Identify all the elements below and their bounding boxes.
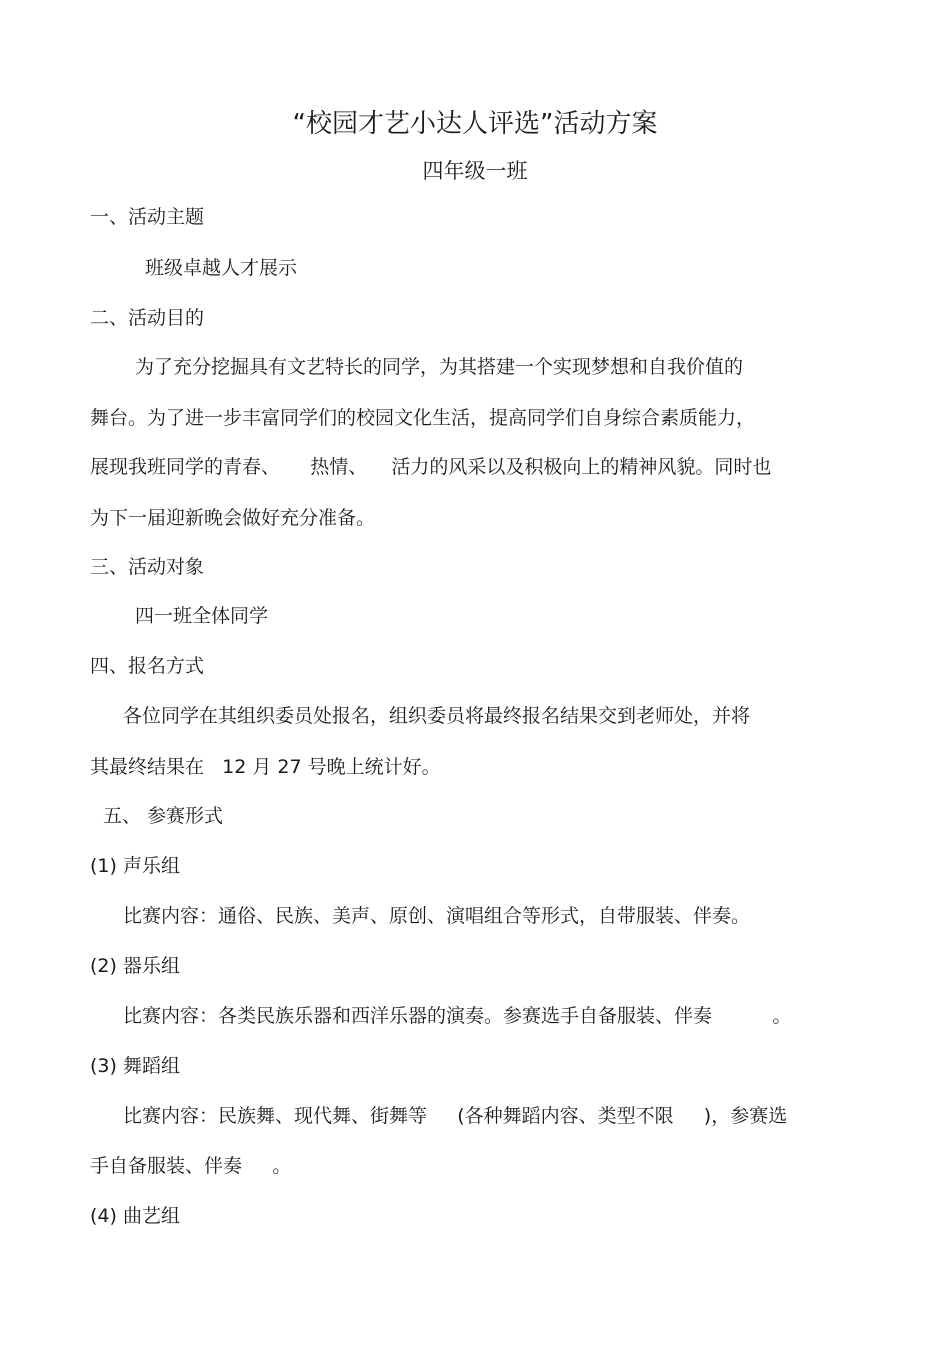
section-heading-format: 五、 参赛形式 bbox=[103, 805, 224, 827]
subheading-quyi: (4) 曲艺组 bbox=[90, 1205, 180, 1227]
paragraph-signup-line: 其最终结果在 12 月 27 号晚上统计好。 bbox=[90, 756, 441, 778]
section-heading-target: 三、活动对象 bbox=[90, 556, 205, 578]
paragraph-purpose-line: 展现我班同学的青春、 热情、 活力的风采以及积极向上的精神风貌。同时也 bbox=[90, 456, 772, 478]
paragraph-signup-line: 各位同学在其组织委员处报名，组织委员将最终报名结果交到老师处，并将 bbox=[123, 705, 751, 727]
document-subtitle: 四年级一班 bbox=[422, 159, 528, 183]
paragraph-purpose-line: 舞台。为了进一步丰富同学们的校园文化生活，提高同学们自身综合素质能力， bbox=[90, 407, 756, 429]
subheading-vocal: (1) 声乐组 bbox=[90, 855, 180, 877]
paragraph-instrumental: 比赛内容：各类民族乐器和西洋乐器的演奏。参赛选手自备服装、伴奏 。 bbox=[123, 1005, 792, 1027]
paragraph-dance-line: 手自备服装、伴奏 。 bbox=[90, 1155, 292, 1177]
paragraph-dance-line: 比赛内容：民族舞、现代舞、街舞等 (各种舞蹈内容、类型不限 )，参赛选 bbox=[123, 1105, 788, 1127]
section-heading-theme: 一、活动主题 bbox=[90, 206, 205, 228]
section-heading-signup: 四、报名方式 bbox=[90, 655, 205, 677]
paragraph-purpose-line: 为下一届迎新晚会做好充分准备。 bbox=[90, 507, 376, 529]
paragraph-purpose-line: 为了充分挖掘具有文艺特长的同学，为其搭建一个实现梦想和自我价值的 bbox=[135, 356, 744, 378]
paragraph-theme: 班级卓越人才展示 bbox=[145, 257, 298, 279]
section-heading-purpose: 二、活动目的 bbox=[90, 307, 205, 329]
subheading-instrumental: (2) 器乐组 bbox=[90, 955, 180, 977]
paragraph-target: 四一班全体同学 bbox=[135, 605, 269, 627]
subheading-dance: (3) 舞蹈组 bbox=[90, 1055, 180, 1077]
paragraph-vocal: 比赛内容：通俗、民族、美声、原创、演唱组合等形式，自带服装、伴奏。 bbox=[123, 905, 751, 927]
document-title: “校园才艺小达人评选”活动方案 bbox=[292, 109, 658, 139]
